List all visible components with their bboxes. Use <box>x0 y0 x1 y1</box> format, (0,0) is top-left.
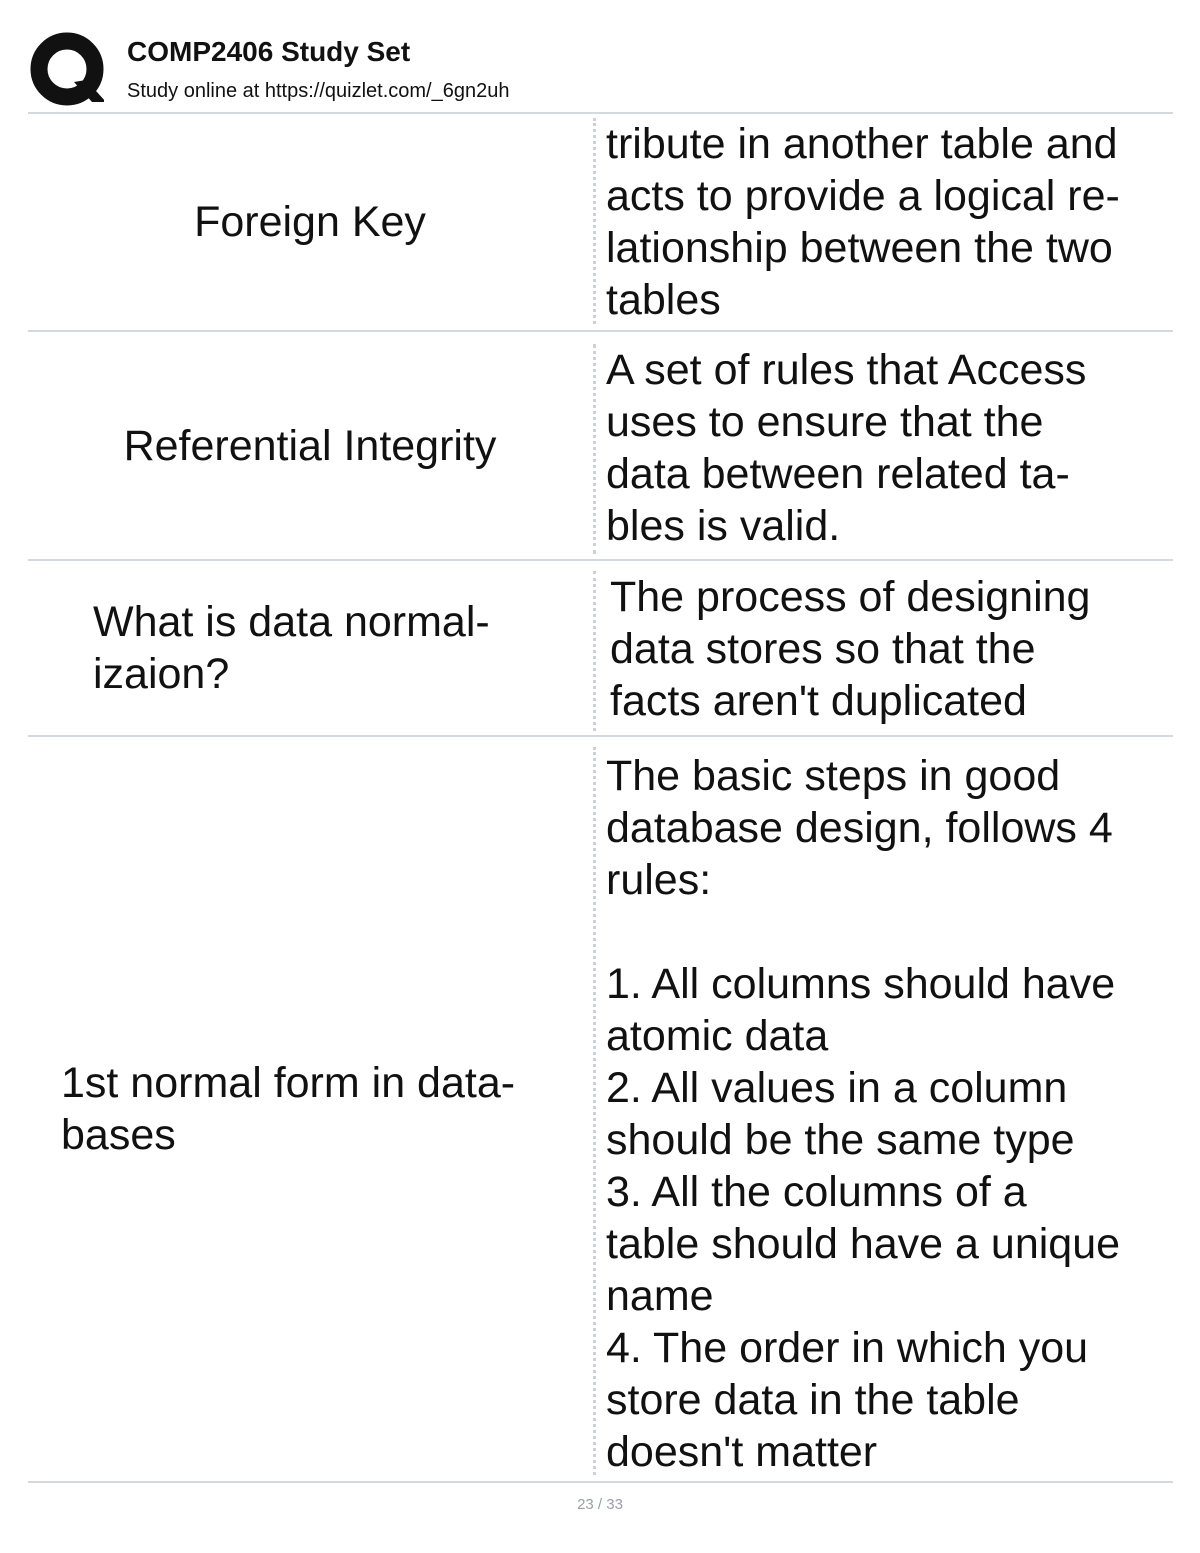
card-term: Referential Integrity <box>123 421 497 470</box>
card-term: What is data normal- izaion? <box>93 598 490 698</box>
quizlet-logo-icon <box>30 32 104 106</box>
page-number: 23 / 33 <box>577 1496 623 1513</box>
study-set-title: COMP2406 Study Set <box>127 36 411 67</box>
card-definition: A set of rules that Access uses to ensure that the data between related ta- bles is valid. <box>606 346 1087 550</box>
study-online-link-text: Study online at https://quizlet.com/_6gn2uh <box>127 80 510 102</box>
column-divider <box>593 344 596 554</box>
card-term: Foreign Key <box>194 198 426 246</box>
flashcard-row <box>28 561 1173 735</box>
card-definition: tribute in another table and acts to provide a logical re- lationship between the two tables <box>606 120 1120 324</box>
flashcard-row <box>28 332 1173 559</box>
column-divider <box>593 747 596 1475</box>
flashcard-row <box>28 737 1173 1481</box>
card-term: 1st normal form in data- bases <box>61 1059 516 1159</box>
page-header <box>28 30 1178 110</box>
flashcard-row <box>28 114 1173 330</box>
column-divider <box>593 571 596 731</box>
card-definition: The basic steps in good database design, follows 4 rules: 1. All columns should have atomic data 2. All values in a column should be the same type 3. All the columns of a table should have a unique name 4. The order in which you store data in the table doesn't matter <box>606 752 1121 1476</box>
column-divider <box>593 118 596 324</box>
card-definition: The process of designing data stores so that the facts aren't duplicated <box>610 573 1091 725</box>
divider-line <box>28 1481 1173 1483</box>
